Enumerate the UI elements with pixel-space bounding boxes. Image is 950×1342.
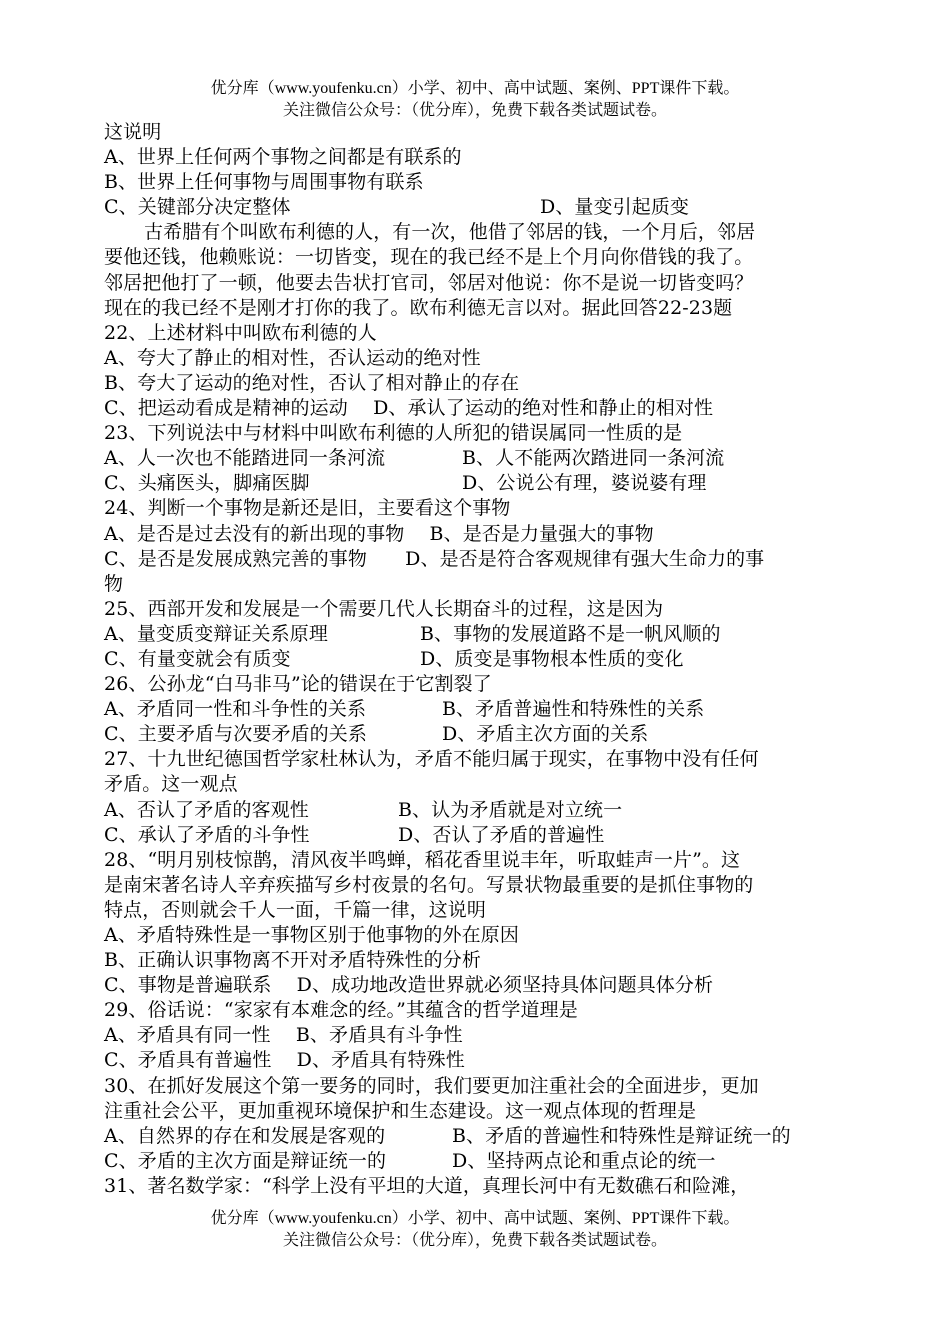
text-line [104, 873, 848, 898]
text-line [104, 421, 848, 446]
text-line-main: 注重社会公平，更加重视环境保护和生态建设。这一观点体现的哲理是 [104, 1099, 697, 1122]
text-line-main: 要他还钱，他赖账说：一切皆变，现在的我已经不是上个月向你借钱的我了。 [104, 246, 754, 269]
text-line [104, 597, 848, 622]
text-line-main: 矛盾。这一观点 [104, 773, 238, 796]
text-line-main: 古希腊有个叫欧布利德的人，有一次，他借了邻居的钱，一个月后，邻居 [144, 221, 756, 244]
text-line-main: A、世界上任何两个事物之间都是有联系的 [104, 146, 462, 169]
text-line [104, 271, 848, 296]
text-line-second-option: D、质变是事物根本性质的变化 [420, 647, 684, 670]
text-line [104, 722, 848, 747]
text-line [104, 898, 848, 923]
text-line-second-option: D、坚持两点论和重点论的统一 [452, 1149, 716, 1172]
text-line [104, 471, 848, 496]
text-line-main: 邻居把他打了一顿，他要去告状打官司，邻居对他说：你不是说一切皆变吗？ [104, 271, 754, 294]
text-line-main: A、人一次也不能踏进同一条河流 [104, 447, 386, 470]
text-line [104, 396, 848, 421]
text-line-main: A、矛盾具有同一性 B、矛盾具有斗争性 [104, 1024, 463, 1047]
text-line-second-option: B、矛盾的普遍性和特殊性是辩证统一的 [452, 1124, 791, 1147]
text-line [104, 823, 848, 848]
text-line-main: 30、在抓好发展这个第一要务的同时，我们要更加注重社会的全面进步，更加 [104, 1074, 759, 1097]
text-line-main: 是南宋著名诗人辛弃疾描写乡村夜景的名句。写景状物最重要的是抓住事物的 [104, 873, 754, 896]
text-line [104, 496, 848, 521]
text-line [104, 622, 848, 647]
text-line-main: 25、西部开发和发展是一个需要几代人长期奋斗的过程，这是因为 [104, 597, 664, 620]
text-line [104, 1174, 848, 1199]
text-line [104, 170, 848, 195]
text-line [104, 346, 848, 371]
text-line-main: A、是否是过去没有的新出现的事物 B、是否是力量强大的事物 [104, 522, 654, 545]
text-line-main: 26、公孙龙“白马非马”论的错误在于它割裂了 [104, 673, 492, 696]
text-line [104, 120, 848, 145]
text-line-second-option: B、矛盾普遍性和特殊性的关系 [442, 698, 705, 721]
text-line-main: A、量变质变辩证关系原理 [104, 622, 328, 645]
text-line [104, 220, 848, 245]
text-line-second-option: D、量变引起质变 [540, 196, 690, 219]
text-line-main: C、承认了矛盾的斗争性 [104, 823, 310, 846]
text-line [104, 973, 848, 998]
text-line [104, 145, 848, 170]
text-line-second-option: B、认为矛盾就是对立统一 [398, 798, 623, 821]
text-line [104, 1023, 848, 1048]
text-line [104, 522, 848, 547]
footer-line-2: 关注微信公众号：（优分库），免费下载各类试题试卷。 [282, 1232, 667, 1249]
page-header [0, 78, 950, 122]
text-line [104, 245, 848, 270]
text-line-main: 23、下列说法中与材料中叫欧布利德的人所犯的错误属同一性质的是 [104, 422, 683, 445]
text-line-main: B、正确认识事物离不开对矛盾特殊性的分析 [104, 949, 481, 972]
text-line-main: C、关键部分决定整体 [104, 196, 291, 219]
text-line-second-option: B、事物的发展道路不是一帆风顺的 [420, 622, 721, 645]
text-line-main: B、世界上任何事物与周围事物有联系 [104, 171, 424, 194]
text-line-second-option: B、人不能两次踏进同一条河流 [462, 447, 725, 470]
text-line [104, 647, 848, 672]
text-line-second-option: D、否认了矛盾的普遍性 [398, 823, 605, 846]
text-line-main: 22、上述材料中叫欧布利德的人 [104, 321, 377, 344]
text-line-main: C、把运动看成是精神的运动 D、承认了运动的绝对性和静止的相对性 [104, 397, 714, 420]
text-line [104, 1074, 848, 1099]
text-line-main: 这说明 [104, 121, 162, 143]
text-line-main: A、否认了矛盾的客观性 [104, 798, 309, 821]
text-line [104, 848, 848, 873]
text-line [104, 948, 848, 973]
text-line-main: C、事物是普遍联系 D、成功地改造世界就必须坚持具体问题具体分析 [104, 974, 714, 997]
text-line [104, 923, 848, 948]
question-text [104, 120, 848, 1199]
text-line-main: 31、著名数学家：“科学上没有平坦的大道，真理长河中有无数礁石和险滩， [104, 1174, 750, 1197]
text-line [104, 1048, 848, 1073]
text-line-main: A、矛盾同一性和斗争性的关系 [104, 698, 367, 721]
text-line [104, 195, 848, 220]
header-line-2: 关注微信公众号：（优分库），免费下载各类试题试卷。 [282, 102, 667, 119]
text-line [104, 321, 848, 346]
text-line [104, 998, 848, 1023]
text-line-main: 现在的我已经不是刚才打你的我了。欧布利德无言以对。据此回答22-23题 [104, 296, 733, 319]
text-line [104, 572, 848, 597]
text-line [104, 446, 848, 471]
text-line [104, 1149, 848, 1174]
text-line-main: B、夸大了运动的绝对性，否认了相对静止的存在 [104, 371, 520, 394]
text-line [104, 1099, 848, 1124]
text-line-main: 28、“明月别枝惊鹊，清风夜半鸣蝉，稻花香里说丰年，听取蛙声一片”。这 [104, 848, 741, 871]
text-line [104, 672, 848, 697]
text-line-main: C、有量变就会有质变 [104, 647, 291, 670]
text-line [104, 371, 848, 396]
footer-line-1: 优分库（www.youfenku.cn）小学、初中、高中试题、案例、PPT课件下载。 [210, 1210, 740, 1227]
text-line-main: 24、判断一个事物是新还是旧，主要看这个事物 [104, 497, 511, 520]
header-line-1: 优分库（www.youfenku.cn）小学、初中、高中试题、案例、PPT课件下载。 [210, 80, 740, 97]
text-line [104, 296, 848, 321]
text-line-second-option: D、公说公有理，婆说婆有理 [462, 472, 707, 495]
text-line [104, 697, 848, 722]
text-line-main: 29、俗话说：“家家有本难念的经。”其蕴含的哲学道理是 [104, 999, 578, 1022]
text-line-main: C、头痛医头，脚痛医脚 [104, 472, 310, 495]
text-line-second-option: D、矛盾主次方面的关系 [442, 723, 649, 746]
text-line [104, 547, 848, 572]
text-line-main: 特点，否则就会千人一面，千篇一律，这说明 [104, 898, 487, 921]
text-line-main: 物 [104, 572, 124, 595]
text-line [104, 772, 848, 797]
text-line [104, 798, 848, 823]
text-line-main: C、主要矛盾与次要矛盾的关系 [104, 723, 367, 746]
text-line-main: 27、十九世纪德国哲学家杜林认为，矛盾不能归属于现实，在事物中没有任何 [104, 748, 759, 771]
text-line-main: C、矛盾具有普遍性 D、矛盾具有特殊性 [104, 1049, 465, 1072]
text-line [104, 747, 848, 772]
text-line [104, 1124, 848, 1149]
text-line-main: A、夸大了静止的相对性，否认运动的绝对性 [104, 346, 481, 369]
text-line-main: C、矛盾的主次方面是辩证统一的 [104, 1149, 387, 1172]
text-line-main: A、自然界的存在和发展是客观的 [104, 1124, 386, 1147]
text-line-main: C、是否是发展成熟完善的事物 D、是否是符合客观规律有强大生命力的事 [104, 547, 765, 570]
page-footer [0, 1208, 950, 1252]
text-line-main: A、矛盾特殊性是一事物区别于他事物的外在原因 [104, 924, 519, 946]
